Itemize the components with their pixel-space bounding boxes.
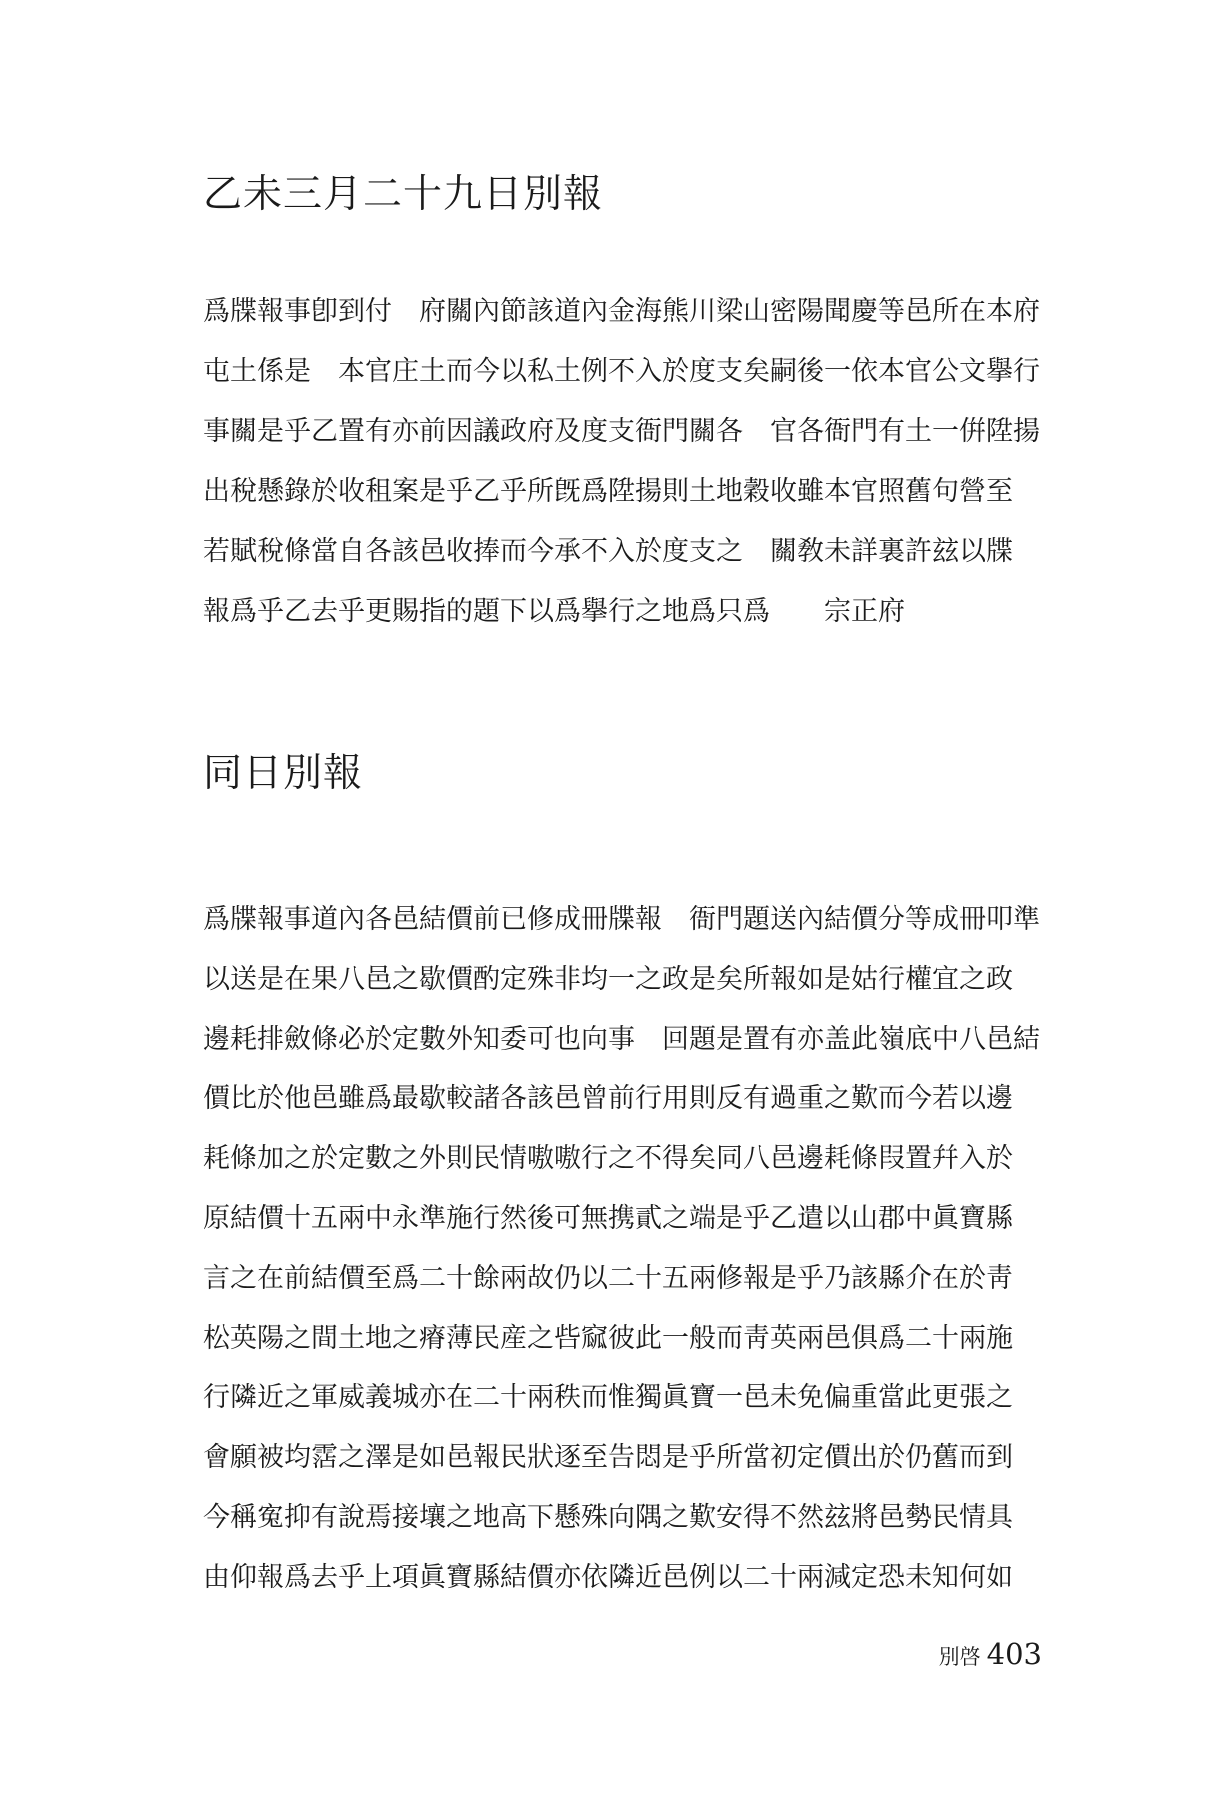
section-2-line: 價比於他邑雖爲最歇較諸各該邑曾前行用則反有過重之歎而今若以邊 [203,1083,1013,1115]
section-1-line: 若賦稅條當自各該邑收捧而今承不入於度支之 關敎未詳裏許玆以牒 [203,536,1013,567]
section-1-line: 出稅懸錄於收租案是乎乙乎所旣爲陞揚則土地穀收雖本官照舊句營至 [203,476,1013,507]
section-2-line: 松英陽之間土地之瘠薄民産之呰窳彼此一般而靑英兩邑俱爲二十兩施 [203,1322,1013,1354]
section-2-line: 會願被均霑之澤是如邑報民狀逐至告悶是乎所當初定價出於仍舊而到 [203,1442,1013,1474]
page-footer [938,1637,1042,1671]
section-2-line: 爲牒報事道內各邑結價前已修成冊牒報 衙門題送內結價分等成冊叩準 [203,904,1040,935]
section-1-line: 報爲乎乙去乎更賜指的題下以爲擧行之地爲只爲 宗正府 [203,596,905,627]
section-2-line: 以送是在果八邑之歇價酌定殊非均一之政是矣所報如是姑行權宜之政 [203,963,1013,995]
section-2-line: 邊耗排斂條必於定數外知委可也向事 回題是置有亦盖此嶺底中八邑結 [203,1023,1040,1055]
section-2-title: 同日別報 [203,751,364,796]
section-2-line: 言之在前結價至爲二十餘兩故仍以二十五兩修報是乎乃該縣介在於靑 [203,1262,1013,1294]
section-2-line: 今稱寃抑有說焉接壤之地高下懸殊向隅之歎安得不然玆將邑勢民情具 [203,1501,1013,1533]
section-2-line: 行隣近之軍威義城亦在二十兩秩而惟獨眞寶一邑未免偏重當此更張之 [203,1382,1013,1414]
section-1-title: 乙未三月二十九日別報 [203,172,604,217]
section-2-body [203,890,1043,1608]
page-number: 403 [986,1637,1042,1671]
section-1-line: 事關是乎乙置有亦前因議政府及度支衙門關各 官各衙門有土一倂陞揚 [203,416,1040,447]
section-2-line: 耗條加之於定數之外則民情嗷嗷行之不得矣同八邑邊耗條叚置幷入於 [203,1143,1013,1175]
section-1-line: 屯土係是 本官庄土而今以私土例不入於度支矣嗣後一依本官公文擧行 [203,356,1040,387]
section-1-body [203,282,1043,642]
section-2-line: 原結價十五兩中永準施行然後可無携貳之端是乎乙遣以山郡中眞寶縣 [203,1202,1013,1234]
section-1-line: 爲牒報事卽到付 府關內節該道內金海熊川梁山密陽聞慶等邑所在本府 [203,296,1040,327]
running-footer-label: 別啓 [938,1645,981,1669]
section-2-line: 由仰報爲去乎上項眞寶縣結價亦依隣近邑例以二十兩減定恐未知何如 [203,1561,1013,1593]
